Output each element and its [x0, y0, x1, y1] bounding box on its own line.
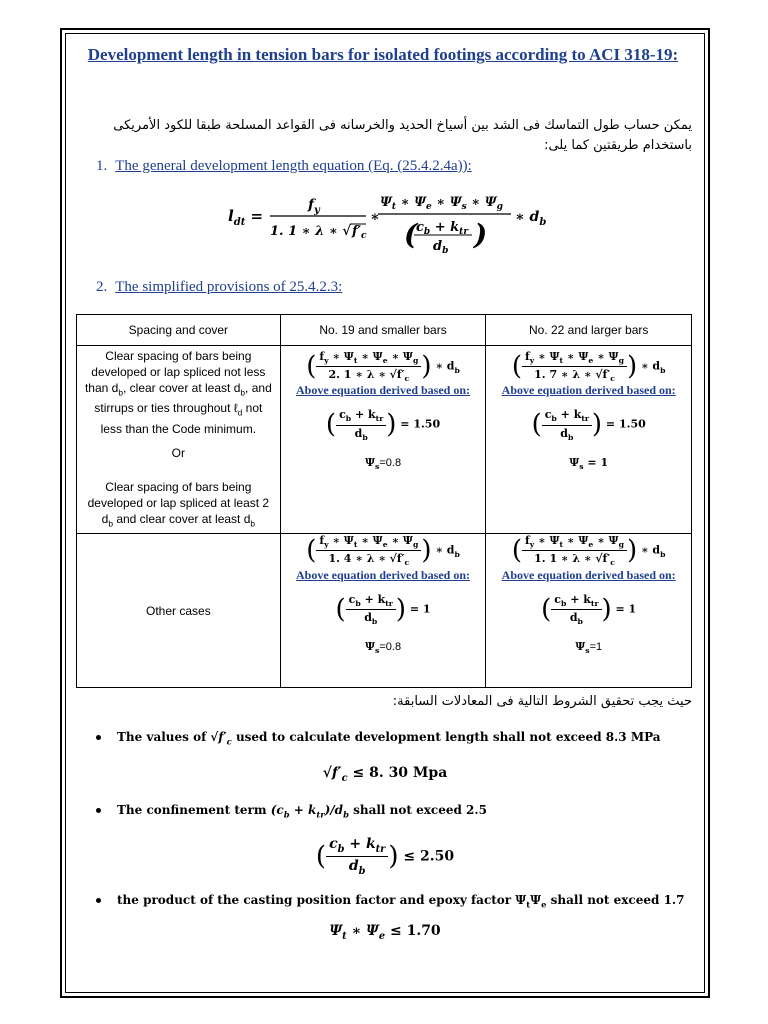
general-equation [228, 188, 558, 256]
bullet-1-before: The values of [117, 730, 207, 744]
arabic-conditions: حيث يجب تحقيق الشروط التالية فى المعادلات السابقة: [392, 694, 692, 709]
row1-small-eq: ( $\frac{f_y ∗ \Psi_t ∗ \Psi_e ∗ \Psi_g}{2. 1 ∗ \lambda ∗ √f'_c}$ ) ∗ $d_b$ [306, 350, 460, 384]
row1-small-psi: $\Psi_s=0.8$ [364, 455, 402, 471]
svg-text:): ) [474, 218, 488, 251]
section-2-heading [96, 279, 342, 296]
row2-large-factor: 1. 1 [534, 552, 558, 566]
row2-small-psi: $\Psi_s=0.8$ [364, 639, 402, 656]
svg-text:∗: ∗ [370, 209, 380, 225]
row1-small-psi-value: =0.8 [379, 456, 402, 469]
row1-condition-b-text: Clear spacing of bars being developed or lap spliced at least 2 d [87, 479, 270, 526]
row1-large-psi: $\Psi_s = 1$ [569, 455, 609, 471]
row2-large-cell [486, 534, 692, 688]
table-header-row [77, 315, 692, 346]
row1-condition-a: Clear spacing of bars being developed or lap spliced not less than $d_b$, clear cover at least $d_b$, and stirrups or ties throughout ℓ$_d$ not less than the Code minimum. [84, 349, 272, 436]
row2-small-cell [280, 534, 486, 688]
bullet-dot-icon [96, 898, 101, 903]
svg-text:cb + ktr: $c_b + k_{tr}$ [416, 220, 469, 237]
row2-small-psi-value: =0.8 [379, 640, 402, 653]
svg-text:∗ db: ∗ $d_b$ [515, 209, 547, 228]
bullet-dot-icon [96, 808, 101, 813]
bullet-2-before: The confinement term [117, 803, 267, 817]
svg-text:db: $d_b$ [433, 239, 449, 256]
row1-condition-a-text: Clear spacing of bars being developed or lap spliced not less than d [84, 349, 266, 395]
row1-small-cell [280, 346, 486, 534]
row1-large-eq: ( $\frac{f_y ∗ \Psi_t ∗ \Psi_e ∗ \Psi_g}{1. 7 ∗ \lambda ∗ √f'_c}$ ) ∗ $d_b$ [511, 350, 666, 384]
bullet-2-eq-value: ≤ 2.50 [403, 848, 455, 865]
row1-condition-or: Or [171, 445, 186, 460]
row2-large-ratio: ( $\frac{c_b + k_{tr}}{d_b}$ ) = 1 [541, 592, 637, 626]
bullet-1-equation: $√f'_c \le 8$. 30 Mpa [322, 765, 448, 784]
row2-small-derived: Above equation derived based on: [296, 567, 471, 582]
row1-large-ratio-value: = 1.50 [605, 418, 646, 432]
row1-small-ratio-value: = 1.50 [400, 418, 441, 432]
row1-small-factor: 2. 1 [328, 368, 352, 382]
bullet-1: The values of $√f'_c$ used to calculate development length shall not exceed 8.3 MPa [96, 730, 661, 746]
section-1-label: The general development length equation (Eq. (25.4.2.4a)): [115, 158, 472, 174]
row2-large-derived: Above equation derived based on: [501, 567, 676, 582]
bullet-2-after: shall not exceed 2.5 [353, 803, 487, 817]
bullet-2-equation: ( $\frac{c_b + k_{tr}}{d_b}$ ) ≤ 2.50 [315, 836, 455, 877]
svg-text:f′c: $f'_c$ [352, 224, 367, 241]
header-small-bars: No. 19 and smaller bars [280, 315, 486, 346]
bullet-3-before: the product of the casting position factor and epoxy factor [117, 893, 512, 907]
bullet-3: the product of the casting position factor and epoxy factor $\Psi_t\Psi_e$ shall not exceed 1.7 [96, 893, 684, 909]
row1-small-ratio: ( $\frac{c_b + k_{tr}}{d_b}$ ) = 1.50 [325, 408, 441, 442]
row1-large-factor: 1. 7 [534, 368, 558, 382]
bullet-3-after: shall not exceed 1.7 [550, 893, 685, 907]
bullet-dot-icon [96, 735, 101, 740]
header-large-bars: No. 22 and larger bars [486, 315, 692, 346]
row1-small-derived: Above equation derived based on: [296, 383, 471, 398]
row1-condition [77, 346, 281, 534]
bullet-1-after: used to calculate development length shall not exceed 8.3 MPa [235, 730, 661, 744]
general-equation-graphic [228, 188, 558, 256]
row2-large-eq: ( $\frac{f_y ∗ \Psi_t ∗ \Psi_e ∗ \Psi_g}{1. 1 ∗ \lambda ∗ √f'_c}$ ) ∗ $d_b$ [511, 534, 666, 568]
provisions-table [76, 314, 692, 688]
bullet-3-equation: $\Psi_t$ ∗ $\Psi_e \le 1.70$ [329, 923, 441, 942]
row2-small-eq: ( $\frac{f_y ∗ \Psi_t ∗ \Psi_e ∗ \Psi_g}{1. 4 ∗ \lambda ∗ √f'_c}$ ) ∗ $d_b$ [306, 534, 460, 568]
svg-text:Ψt ∗ Ψe ∗ Ψs ∗ Ψg: $\Psi_t$ ∗ $\Psi_e$ ∗ $\Psi_s$ ∗ $\Psi_g$ [380, 195, 503, 212]
row1-large-cell [486, 346, 692, 534]
svg-text:(: ( [404, 218, 418, 251]
section-2-number: 2. [96, 279, 108, 295]
page-title: Development length in tension bars for isolated footings according to ACI 318-19: [87, 45, 679, 64]
row1-condition-b: Clear spacing of bars being developed or lap spliced at least 2 $d_b$ and clear cover at least $d_b$ [87, 479, 270, 529]
table-row-2 [77, 534, 692, 688]
row2-large-psi-value: =1 [589, 640, 603, 653]
row2-small-ratio: ( $\frac{c_b + k_{tr}}{d_b}$ ) = 1 [335, 592, 431, 626]
arabic-intro: يمكن حساب طول التماسك فى الشد بين أسياخ الحديد والخرسانه فى القواعد المسلحة طبقا للكود الأمريكى باستخدام طريقتين كما يلى: [113, 118, 692, 153]
section-1-heading [96, 158, 472, 175]
row1-large-derived: Above equation derived based on: [501, 383, 676, 398]
table-row-1 [77, 346, 692, 534]
svg-text:fy: $f_y$ [308, 197, 320, 216]
row1-large-ratio: ( $\frac{c_b + k_{tr}}{d_b}$ ) = 1.50 [531, 408, 646, 442]
svg-text:1. 1 ∗ λ ∗ √: 1. 1 ∗ λ ∗ √ [270, 224, 351, 239]
row2-condition: Other cases [77, 534, 281, 688]
row2-small-ratio-value: = 1 [409, 602, 431, 616]
row2-large-psi: $\Psi_s=1$ [575, 639, 603, 656]
row1-large-psi-value: = 1 [587, 455, 609, 469]
bullet-1-eq-value: ≤ 8. 30 Mpa [352, 765, 448, 781]
header-spacing-cover: Spacing and cover [77, 315, 281, 346]
row2-small-factor: 1. 4 [328, 552, 352, 566]
bullet-2: The confinement term $(c_b + k_{tr})/d_b$ shall not exceed 2.5 [96, 803, 487, 819]
section-2-label: The simplified provisions of 25.4.2.3: [115, 279, 343, 295]
section-1-number: 1. [96, 158, 108, 174]
bullet-3-eq-value: ≤ 1.70 [389, 923, 441, 939]
row2-large-ratio-value: = 1 [615, 602, 637, 616]
svg-text:ldt =: $l_{dt}$ = [228, 207, 264, 228]
